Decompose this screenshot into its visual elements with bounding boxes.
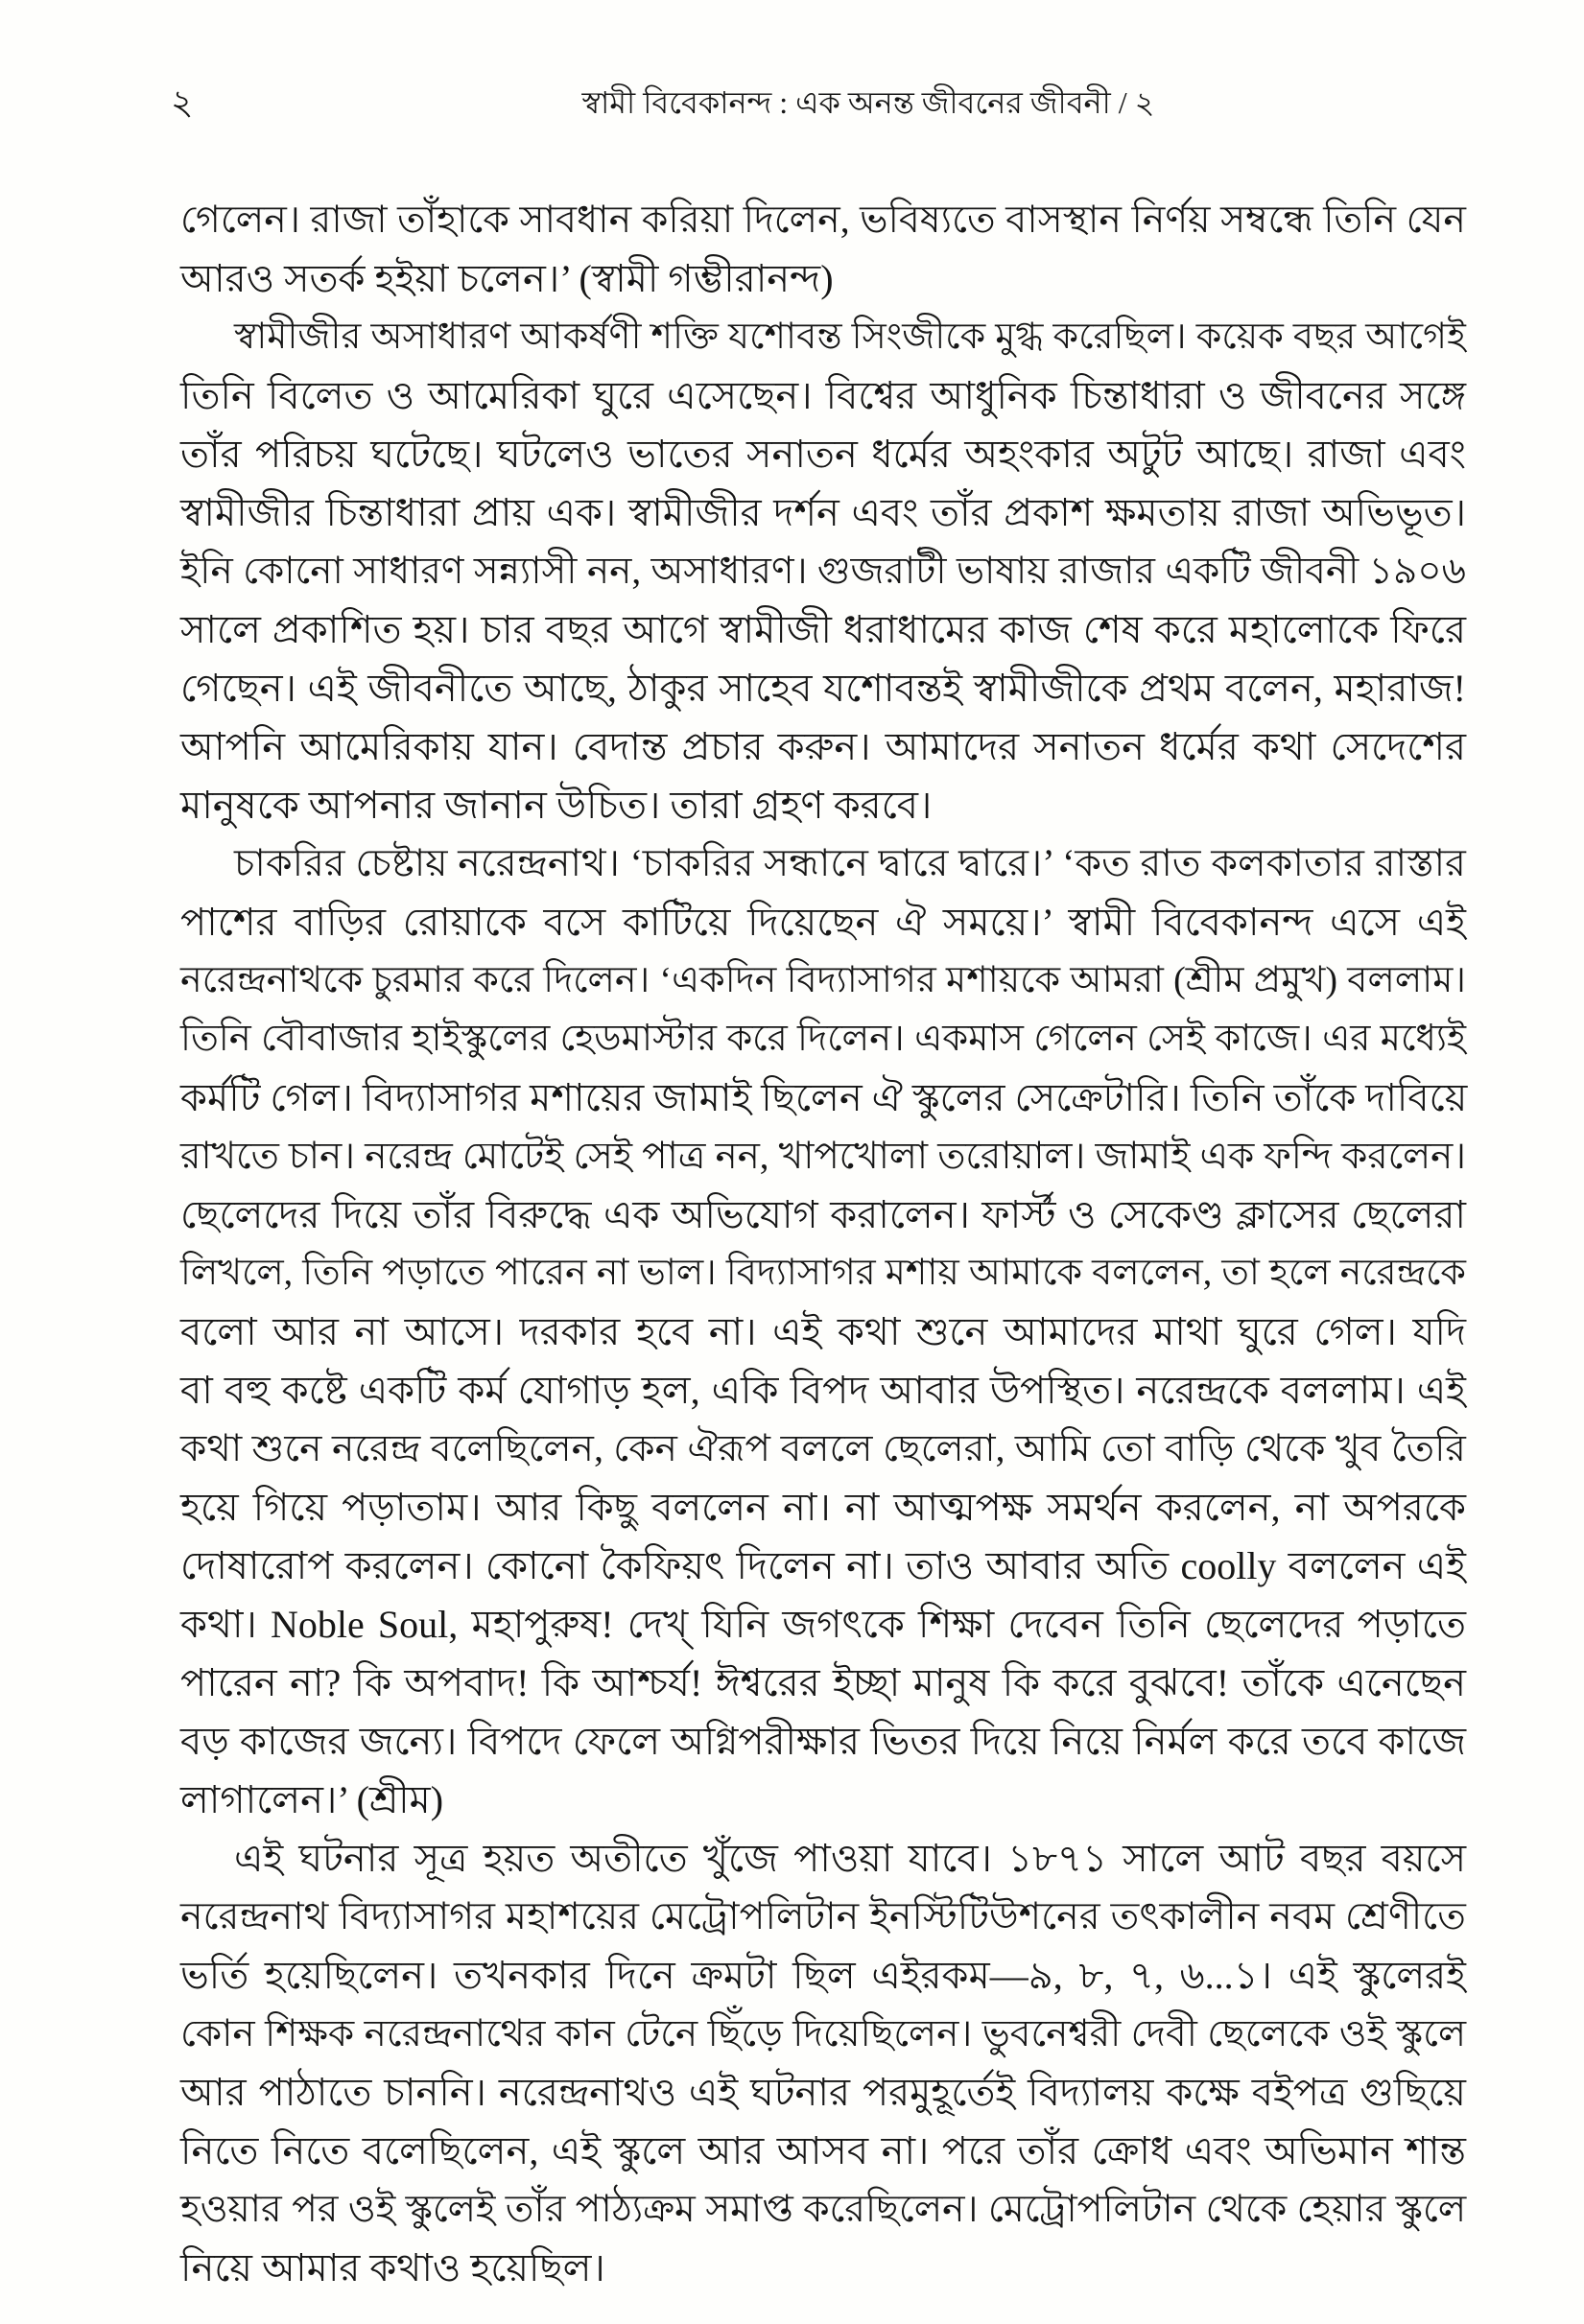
running-title: স্বামী বিবেকানন্দ : এক অনন্ত জীবনের জীবনী / ২ [581,85,1155,120]
text-line: স্বামীজীর অসাধারণ আকর্ষণী শক্তি যশোবন্ত সিংজীকে মুগ্ধ করেছিল। কয়েক বছর আগেই [234,317,1466,357]
text-line: ইনি কোনো সাধারণ সন্ন্যাসী নন, অসাধারণ। গুজরাটী ভাষায় রাজার একটি জীবনী ১৯০৬ [180,551,1466,592]
text-line: সালে প্রকাশিত হয়। চার বছর আগে স্বামীজী ধরাধামের কাজ শেষ করে মহালোকে ফিরে [180,608,1466,651]
text-line: লিখলে, তিনি পড়াতে পারেন না ভাল। বিদ্যাসাগর মশায় আমাকে বললেন, তা হলে নরেন্দ্রকে [180,1253,1466,1293]
text-line: হয়ে গিয়ে পড়াতাম। আর কিছু বললেন না। না আত্মপক্ষ সমর্থন করলেন, না অপরকে [180,1486,1466,1529]
text-line: বড় কাজের জন্যে। বিপদে ফেলে অগ্নিপরীক্ষার ভিতর দিয়ে নিয়ে নির্মল করে তবে কাজে [180,1720,1466,1763]
text-line: বলো আর না আসে। দরকার হবে না। এই কথা শুনে আমাদের মাথা ঘুরে গেল। যদি [180,1310,1466,1353]
text-line: হওয়ার পর ওই স্কুলেই তাঁর পাঠ্যক্রম সমাপ্ত করেছিলেন। মেট্রোপলিটান থেকে হেয়ার স্কুলে [180,2189,1466,2230]
text-line: কোন শিক্ষক নরেন্দ্রনাথের কান টেনে ছিঁড়ে দিয়েছিলেন। ভুবনেশ্বরী দেবী ছেলেকে ওই স্কুলে [180,2013,1466,2054]
paragraph [180,191,1466,308]
text-line: ছেলেদের দিয়ে তাঁর বিরুদ্ধে এক অভিযোগ করালেন। ফার্স্ট ও সেকেণ্ড ক্লাসের ছেলেরা [180,1193,1466,1236]
text-line: পাশের বাড়ির রোয়াকে বসে কাটিয়ে দিয়েছেন ঐ সময়ে।’ স্বামী বিবেকানন্দ এসে এই [180,901,1466,944]
text-line: আপনি আমেরিকায় যান। বেদান্ত প্রচার করুন। আমাদের সনাতন ধর্মের কথা সেদেশের [180,725,1466,768]
text-line: নরেন্দ্রনাথ বিদ্যাসাগর মহাশয়ের মেট্রোপলিটান ইনস্টিটিউশনের তৎকালীন নবম শ্রেণীতে [180,1895,1466,1937]
text-line: লাগালেন।’ (শ্রীম) [180,1778,444,1821]
text-line: ভর্তি হয়েছিলেন। তখনকার দিনে ক্রমটা ছিল এইরকম—৯, ৮, ৭, ৬...১। এই স্কুলেরই [180,1954,1466,1997]
text-line: মানুষকে আপনার জানান উচিত। তারা গ্রহণ করবে। [180,784,933,827]
page-number: ২ [171,83,194,122]
text-line: রাখতে চান। নরেন্দ্র মোটেই সেই পাত্র নন, খাপখোলা তরোয়াল। জামাই এক ফন্দি করলেন। [180,1136,1466,1177]
text-line: তিনি বৌবাজার হাইস্কুলের হেডমাস্টার করে দিলেন। একমাস গেলেন সেই কাজে। এর মধ্যেই [180,1019,1466,1059]
paragraph [180,834,1466,1829]
text-line: এই ঘটনার সূত্র হয়ত অতীতে খুঁজে পাওয়া যাবে। ১৮৭১ সালে আট বছর বয়সে [234,1837,1466,1880]
text-line: তিনি বিলেত ও আমেরিকা ঘুরে এসেছেন। বিশ্বের আধুনিক চিন্তাধারা ও জীবনের সঙ্গে [180,374,1466,417]
text-line: কথা শুনে নরেন্দ্র বলেছিলেন, কেন ঐরূপ বললে ছেলেরা, আমি তো বাড়ি থেকে খুব তৈরি [180,1428,1466,1469]
text-line: চাকরির চেষ্টায় নরেন্দ্রনাথ। ‘চাকরির সন্ধানে দ্বারে দ্বারে।’ ‘কত রাত কলকাতার রাস্তার [234,842,1466,884]
running-header [0,76,1584,129]
text-line: নিতে নিতে বলেছিলেন, এই স্কুলে আর আসব না। পরে তাঁর ক্রোধ এবং অভিমান শান্ত [180,2129,1466,2172]
text-line: গেছেন। এই জীবনীতে আছে, ঠাকুর সাহেব যশোবন্তই স্বামীজীকে প্রথম বলেন, মহারাজ! [180,667,1466,710]
text-line: নিয়ে আমার কথাও হয়েছিল। [180,2246,605,2289]
text-line: গেলেন। রাজা তাঁহাকে সাবধান করিয়া দিলেন, ভবিষ্যতে বাসস্থান নির্ণয় সম্বন্ধে তিনি যেন [180,199,1466,241]
paragraph [180,1829,1466,2297]
paragraph [180,308,1466,834]
text-line: আর পাঠাতে চাননি। নরেন্দ্রনাথও এই ঘটনার পরমুহূর্তেই বিদ্যালয় কক্ষে বইপত্র গুছিয়ে [180,2071,1466,2114]
text-line: কথা। Noble Soul, মহাপুরুষ! দেখ্ যিনি জগৎকে শিক্ষা দেবেন তিনি ছেলেদের পড়াতে [180,1603,1466,1646]
text-line: কর্মটি গেল। বিদ্যাসাগর মশায়ের জামাই ছিলেন ঐ স্কুলের সেক্রেটারি। তিনি তাঁকে দাবিয়ে [180,1076,1468,1119]
text-line: পারেন না? কি অপবাদ! কি আশ্চর্য! ঈশ্বরের ইচ্ছা মানুষ কি করে বুঝবে! তাঁকে এনেছেন [180,1661,1466,1704]
text-line: তাঁর পরিচয় ঘটেছে। ঘটলেও ভাতের সনাতন ধর্মের অহংকার অটুট আছে। রাজা এবং [180,433,1466,476]
text-line: আরও সতর্ক হইয়া চলেন।’ (স্বামী গম্ভীরানন্দ) [180,257,834,300]
page-body-text [180,191,1466,2297]
text-line: নরেন্দ্রনাথকে চুরমার করে দিলেন। ‘একদিন বিদ্যাসাগর মশায়কে আমরা (শ্রীম প্রমুখ) বললাম। [180,960,1466,1000]
text-line: দোষারোপ করলেন। কোনো কৈফিয়ৎ দিলেন না। তাও আবার অতি coolly বললেন এই [180,1544,1466,1587]
text-line: বা বহু কষ্টে একটি কর্ম যোগাড় হল, একি বিপদ আবার উপস্থিত। নরেন্দ্রকে বললাম। এই [180,1369,1466,1412]
text-line: স্বামীজীর চিন্তাধারা প্রায় এক। স্বামীজীর দর্শন এবং তাঁর প্রকাশ ক্ষমতায় রাজা অভিভূত। [180,491,1466,534]
